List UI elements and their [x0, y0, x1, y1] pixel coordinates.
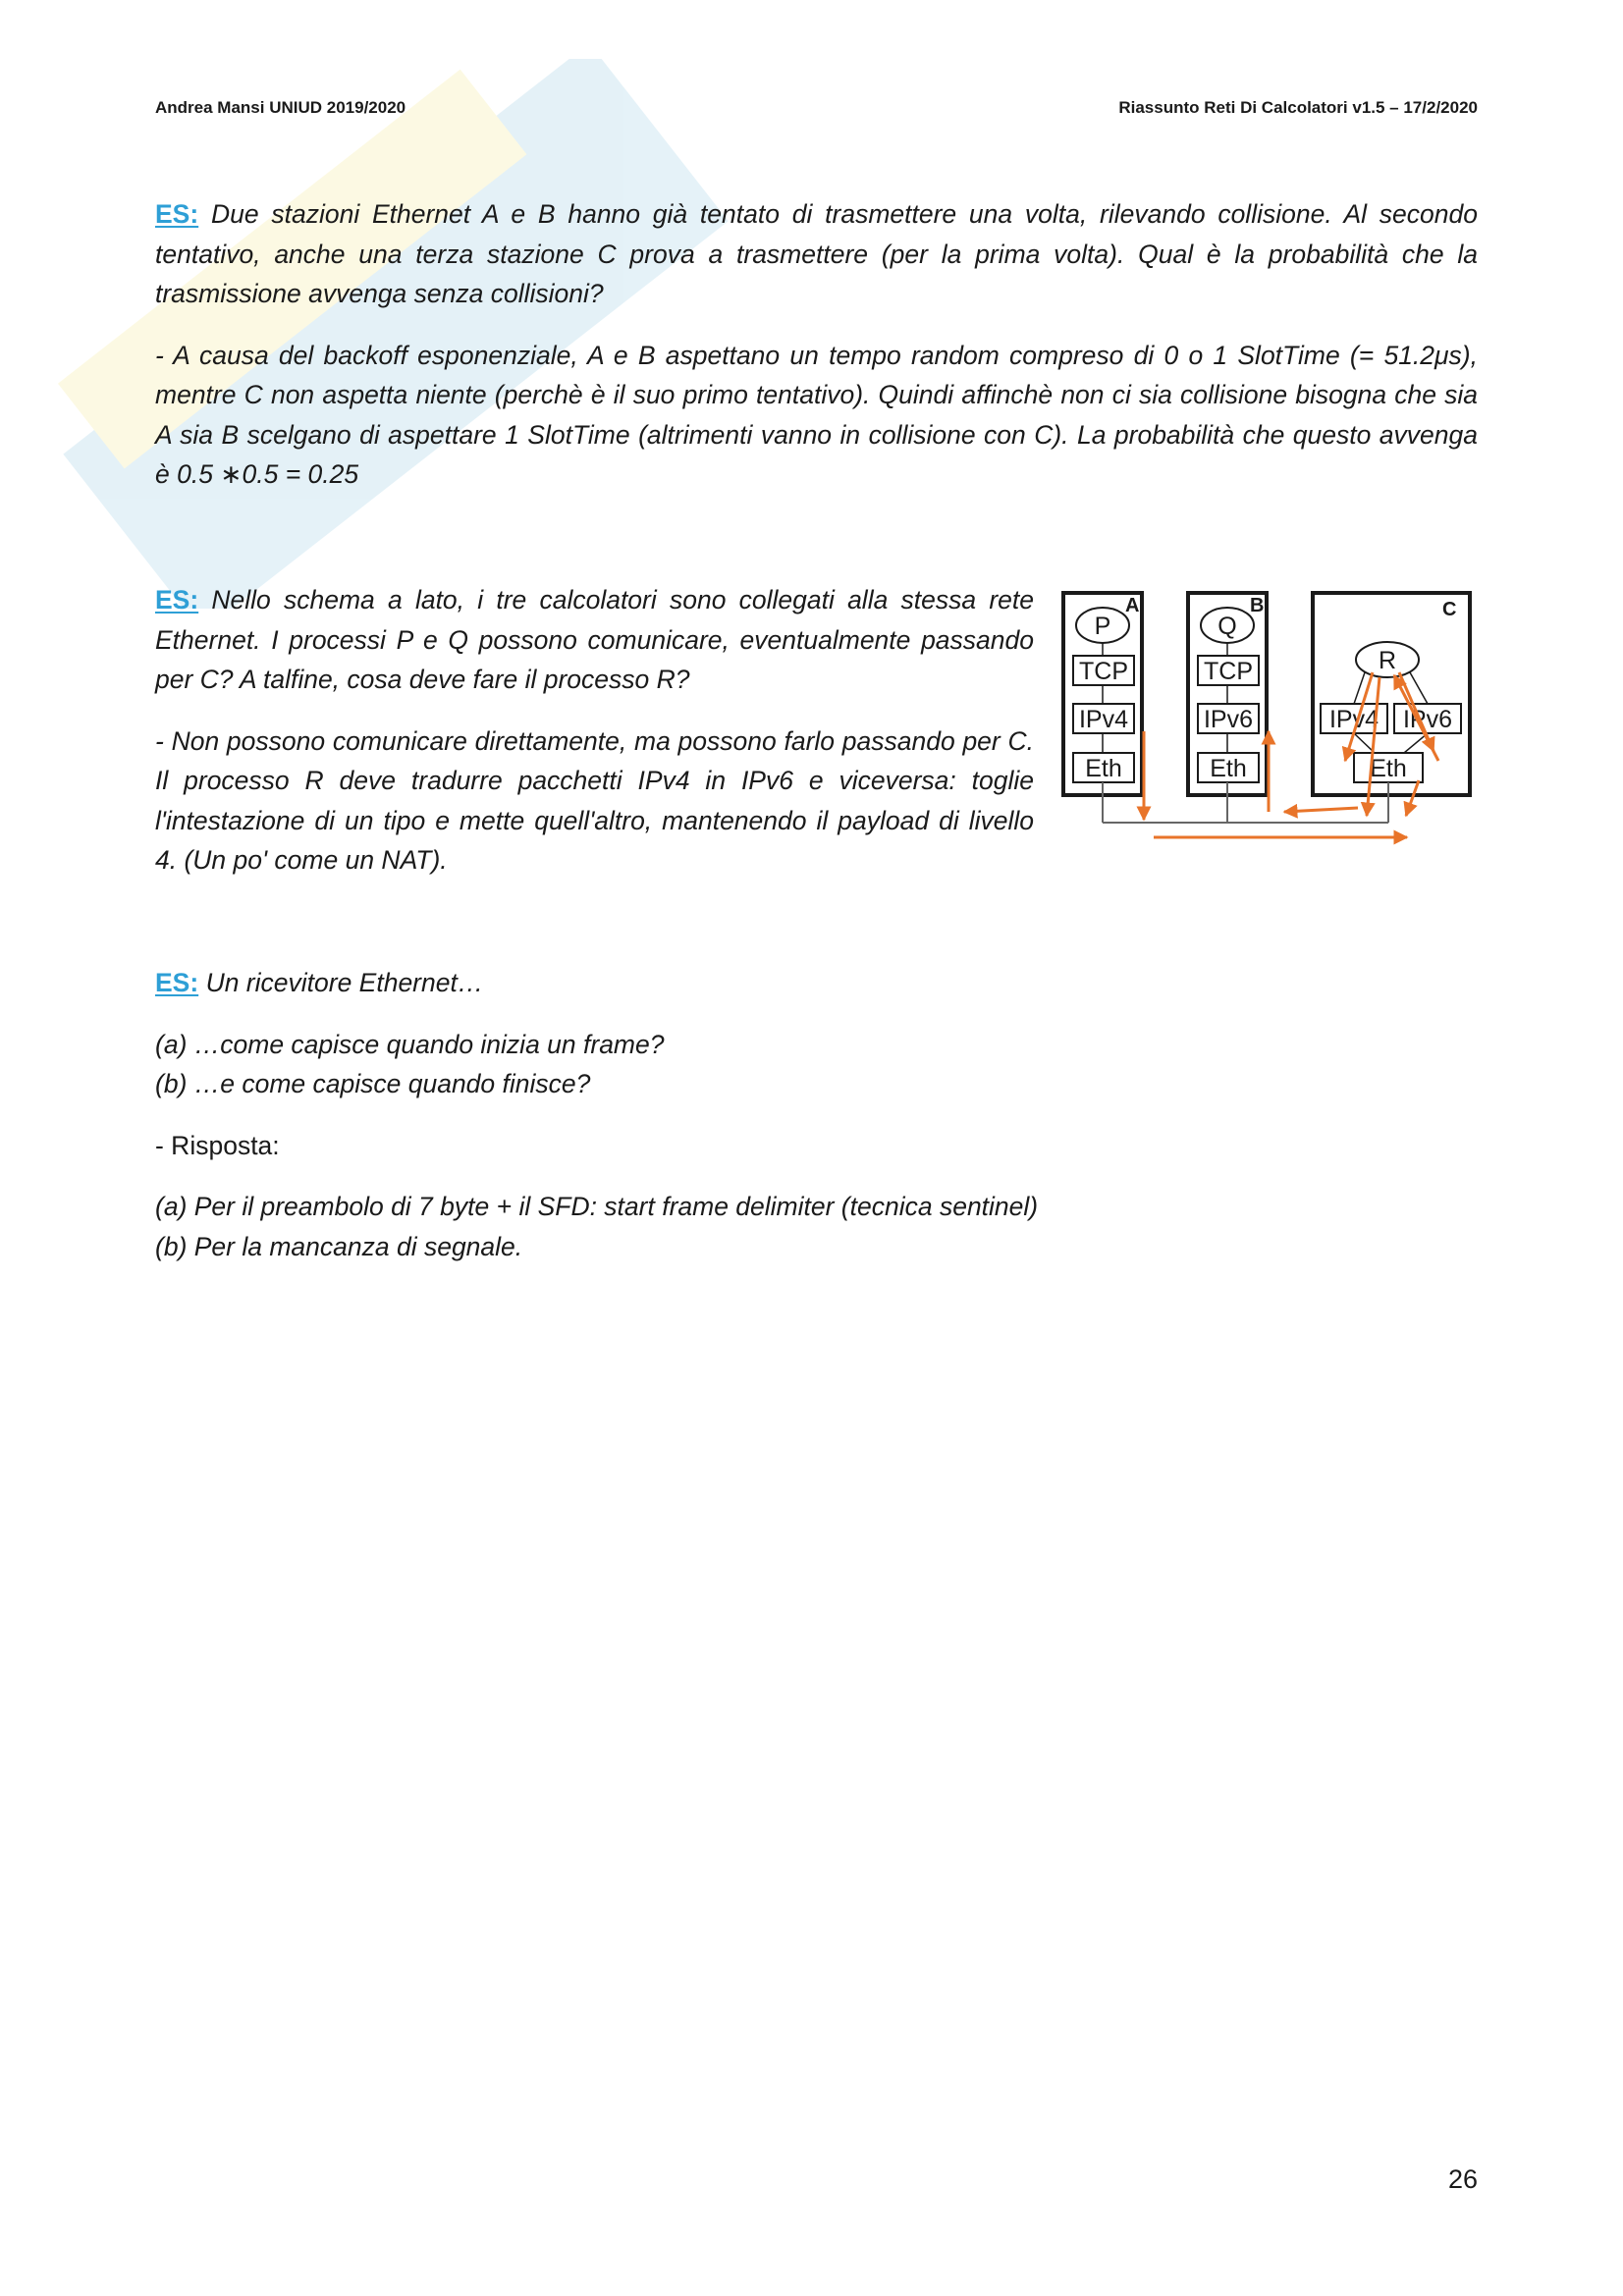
process-p-label: P [1094, 613, 1111, 640]
header-document-title: Riassunto Reti Di Calcolatori v1.5 – 17/2/2020 [1118, 98, 1478, 117]
exercise-1-question [155, 194, 1478, 314]
exercise-2-answer: - Non possono comunicare direttamente, ma possono farlo passando per C. Il processo R deve tradurre pacchetti IPv4 in IPv6 e viceversa: toglie l'intestazione di un tipo e mette quell'altro, mantenendo il payload di livello 4. (Un po' come un NAT). [155, 725, 1034, 875]
exercise-2-question [155, 580, 1034, 700]
exercise-label: ES: [155, 585, 199, 614]
exercise-3-answer-intro: - Risposta: [155, 1130, 280, 1160]
process-q-label: Q [1217, 613, 1237, 640]
host-c-label: C [1442, 599, 1457, 620]
flow-arrow [1284, 808, 1358, 812]
exercise-2-question-text: Nello schema a lato, i tre calcolatori sono collegati alla stessa rete Ethernet. I processi P e Q possono comunicare, eventualmente passando per C? A talfine, cosa deve fare il processo R? [155, 585, 1034, 694]
layer-eth-a-label: Eth [1085, 755, 1122, 782]
exercise-3 [155, 963, 1478, 1266]
exercise-3-question [155, 963, 1478, 1003]
exercise-2 [155, 580, 1034, 881]
exercise-label: ES: [155, 968, 199, 997]
network-diagram [1060, 584, 1478, 849]
layer-tcp-a-label: TCP [1079, 658, 1128, 685]
process-r-label: R [1378, 647, 1397, 674]
layer-ipv4-c-label: IPv4 [1328, 706, 1380, 733]
page-number: 26 [1447, 2164, 1478, 2194]
layer-ipv6-c-label: IPv6 [1402, 706, 1453, 733]
header-author: Andrea Mansi UNIUD 2019/2020 [155, 98, 406, 117]
host-b-label: B [1250, 595, 1265, 616]
exercise-3-answer-b: (b) Per la mancanza di segnale. [155, 1231, 523, 1261]
exercise-3-question-a: (a) …come capisce quando inizia un frame? [155, 1029, 665, 1059]
exercise-3-question-b: (b) …e come capisce quando finisce? [155, 1069, 591, 1098]
exercise-3-answer-a: (a) Per il preambolo di 7 byte + il SFD: start frame delimiter (tecnica sentinel) [155, 1192, 1039, 1221]
layer-ipv4-a-label: IPv4 [1078, 706, 1129, 733]
layer-eth-b-label: Eth [1210, 755, 1247, 782]
exercise-1-question-text: Due stazioni Ethernet A e B hanno già tentato di trasmettere una volta, rilevando collisione. Al secondo tentativo, anche una terza stazione C prova a trasmettere (per la prima volta). Qual è la probabilità che la trasmissione avvenga senza collisioni? [155, 199, 1478, 308]
layer-tcp-b-label: TCP [1204, 658, 1253, 685]
exercise-3-question-text: Un ricevitore Ethernet… [205, 968, 484, 997]
flow-arrow [1406, 780, 1419, 816]
layer-ipv6-b-label: IPv6 [1203, 706, 1254, 733]
layer-eth-c-label: Eth [1370, 755, 1407, 782]
exercise-label: ES: [155, 199, 199, 229]
host-a-label: A [1125, 595, 1140, 616]
exercise-1 [155, 194, 1478, 495]
exercise-1-answer: - A causa del backoff esponenziale, A e B aspettano un tempo random compreso di 0 o 1 SlotTime (= 51.2μs), mentre C non aspetta niente (perchè è il suo primo tentativo). Quindi affinchè non ci sia collisione bisogna che sia A sia B scelgano di aspettare 1 SlotTime (altrimenti vanno in collisione con C). La probabilità che questo avvenga è 0.5 ∗0.5 = 0.25 [155, 340, 1478, 489]
